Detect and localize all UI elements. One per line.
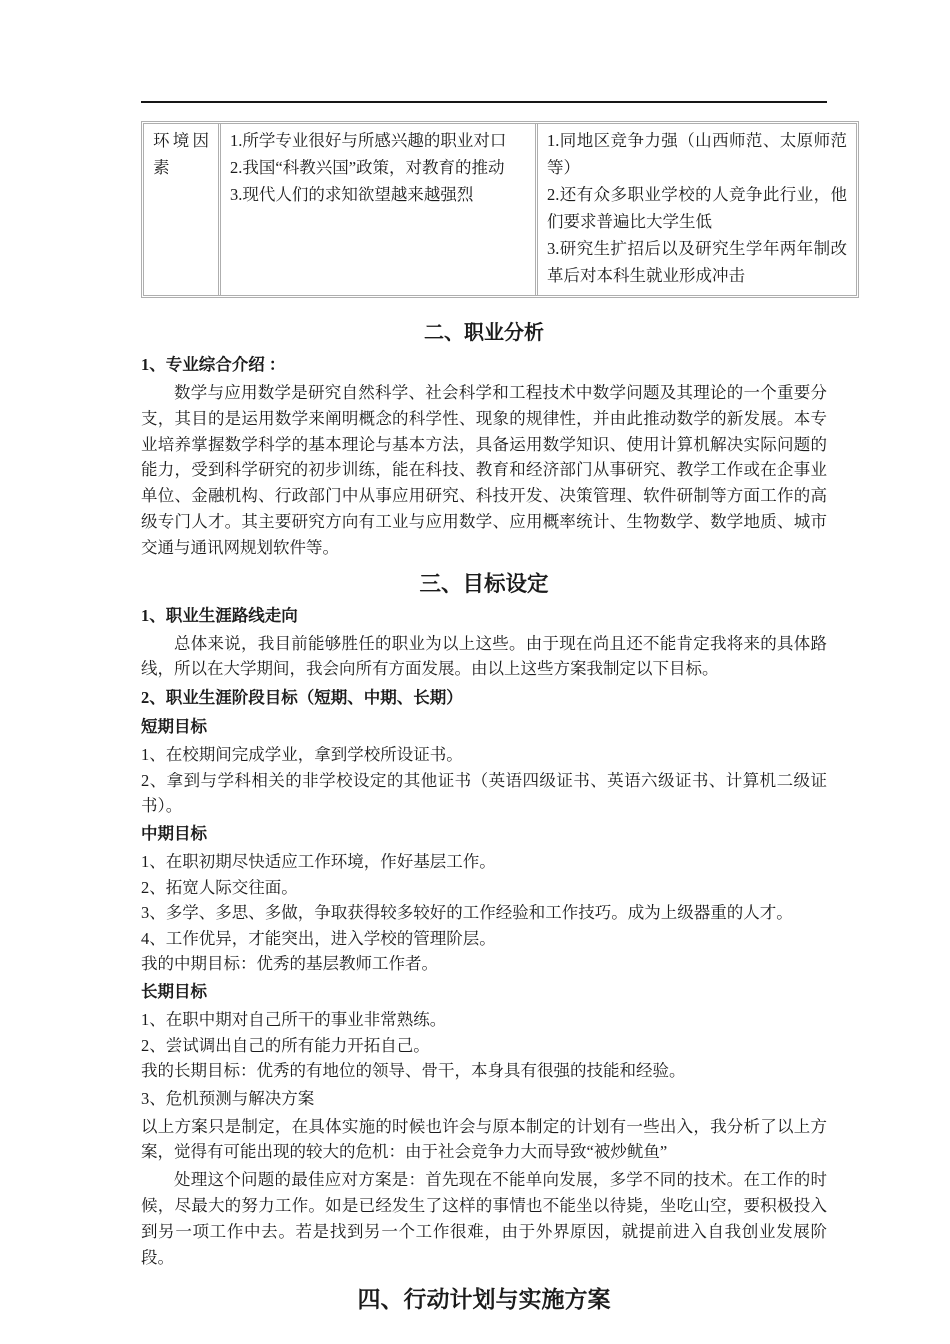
subheading-stage-goals: 2、职业生涯阶段目标（短期、中期、长期） [141, 688, 463, 708]
subheading-mid-term-goals: 中期目标 [141, 824, 207, 844]
unfavorable-factors-cell [535, 124, 856, 295]
subheading-major-introduction: 1、专业综合介绍 ： [141, 355, 286, 374]
section-heading-goal-setting: 三、目标设定 [419, 571, 549, 596]
short-term-goal-item: 2、拿到与学科相关的非学校设定的其他证书（英语四级证书、英语六级证书、计算机二级证书）。 [141, 770, 827, 815]
favorable-item: 1.所学专业很好与所感兴趣的职业对口 [230, 131, 507, 150]
header-rule-divider [141, 101, 827, 103]
subheading-crisis-prediction: 3、危机预测与解决方案 [141, 1088, 315, 1108]
major-introduction-paragraph: 数学与应用数学是研究自然科学、社会科学和工程技术中数学问题及其理论的一个重要分支，其目的是运用数学来阐明概念的科学性、现象的规律性，并由此推动数学的新发展。本专业培养掌握数学科学的基本理论与基本方法，具备运用数学知识、使用计算机解决实际问题的能力，受到科学研究的初步训练，能在科技、教育和经济部门从事研究、教学工作或在企事业单位、金融机构、行政部门中从事应用研究、科技开发、决策管理、软件研制等方面工作的高级专门人才。其主要研究方向有工业与应用数学、应用概率统计、生物数学、数学地质、城市交通与通讯网规划软件等。 [141, 383, 827, 557]
mid-term-goal-item: 3、多学、多思、多做，争取获得较多较好的工作经验和工作技巧。成为上级器重的人才。 [141, 903, 793, 923]
table-row [144, 124, 856, 295]
environment-factors-label: 环境因素 [153, 131, 209, 177]
environment-factors-table [141, 121, 859, 298]
favorable-item: 2.我国“科教兴国”政策，对教育的推动 [230, 158, 505, 177]
short-term-goal-item: 1、在校期间完成学业，拿到学校所设证书。 [141, 745, 463, 765]
crisis-response-paragraph: 处理这个问题的最佳应对方案是：首先现在不能单向发展，多学不同的技术。在工作的时候，尽最大的努力工作。如是已经发生了这样的事情也不能坐以待毙，坐吃山空，要积极投入到另一项工作中去。若是找到另一个工作很难，由于外界原因，就提前进入自我创业发展阶段。 [141, 1170, 827, 1267]
section-heading-action-plan: 四、行动计划与实施方案 [357, 1287, 611, 1313]
subheading-career-route: 1、职业生涯路线走向 [141, 605, 298, 625]
subheading-long-term-goals: 长期目标 [141, 982, 207, 1002]
long-term-goal-item: 1、在职中期对自己所干的事业非常熟练。 [141, 1010, 447, 1030]
document-content [141, 101, 847, 1316]
career-route-paragraph: 总体来说，我目前能够胜任的职业为以上这些。由于现在尚且还不能肯定我将来的具体路线，所以在大学期间，我会向所有方面发展。由以上这些方案我制定以下目标。 [141, 633, 827, 679]
unfavorable-item: 3.研究生扩招后以及研究生学年两年制改革后对本科生就业形成冲击 [547, 239, 847, 285]
section-heading-career-analysis: 二、职业分析 [424, 322, 544, 344]
mid-term-goal-item: 2、拓宽人际交往面。 [141, 877, 298, 897]
favorable-item: 3.现代人们的求知欲望越来越强烈 [230, 185, 474, 204]
mid-term-goal-summary: 我的中期目标：优秀的基层教师工作者。 [141, 954, 438, 974]
crisis-analysis-paragraph: 以上方案只是制定，在具体实施的时候也许会与原本制定的计划有一些出入，我分析了以上方案，觉得有可能出现的较大的危机：由于社会竞争力大而导致“被炒鱿鱼” [141, 1116, 827, 1162]
mid-term-goal-item: 1、在职初期尽快适应工作环境，作好基层工作。 [141, 852, 496, 872]
unfavorable-item: 2.还有众多职业学校的人竞争此行业，他们要求普遍比大学生低 [547, 185, 847, 231]
unfavorable-item: 1.同地区竞争力强（山西师范、太原师范等） [547, 131, 847, 177]
subheading-short-term-goals: 短期目标 [141, 717, 207, 737]
favorable-factors-cell [218, 124, 535, 295]
long-term-goal-item: 2、尝试调出自己的所有能力开拓自己。 [141, 1035, 430, 1055]
mid-term-goal-item: 4、工作优异，才能突出，进入学校的管理阶层。 [141, 928, 496, 948]
long-term-goal-summary: 我的长期目标：优秀的有地位的领导、骨干，本身具有很强的技能和经验。 [141, 1061, 686, 1081]
